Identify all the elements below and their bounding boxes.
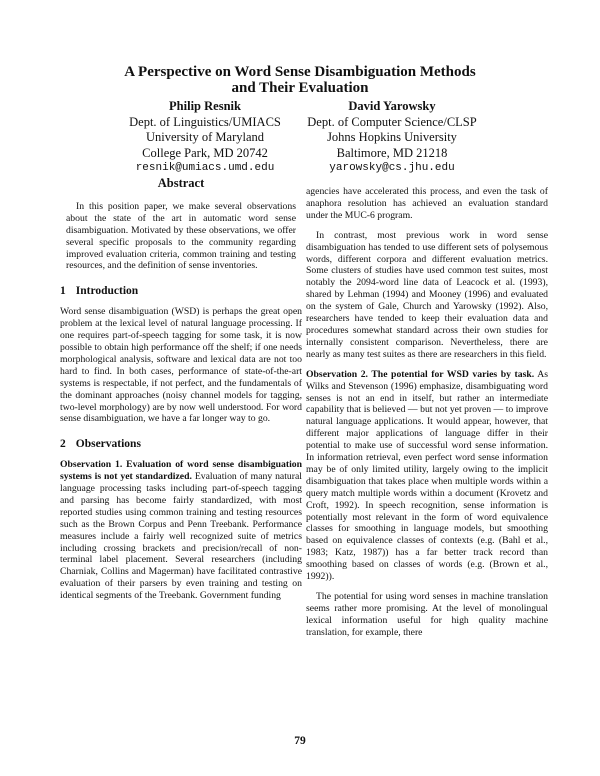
section-heading-introduction xyxy=(60,286,302,298)
author-address: Baltimore, MD 21218 xyxy=(336,145,448,160)
observation-2-heading: Observation 2. The potential for WSD varies by task. xyxy=(306,368,535,380)
observation-2-paragraph xyxy=(306,369,548,583)
paragraph-contrast: In contrast, most previous work in word sense disambiguation has tended to use different sets of polysemous words, different corpora and different evaluation metrics. Some clusters of studies have used common test suites, most notably the 2094-word line data of Leacock et al. (1993), shared by Lehman (1994) and Mooney (1996) and evaluated on the system of Gale, Church and Yarowsky (1992). Also, researchers have tended to keep their evaluation data and procedures somewhat standard across their own studies for internally consistent comparison. Nevertheless, there are nearly as many test suites as there are researchers in this field. xyxy=(306,229,548,360)
section-number: 1 xyxy=(60,285,66,298)
section-title: Introduction xyxy=(75,285,139,298)
section-number: 2 xyxy=(60,438,66,451)
section-heading-observations xyxy=(60,439,302,451)
abstract-text: In this position paper, we make several observations about the state of the art in automatic word sense disambiguation. Motivated by these observations, we offer several specific proposals to the community regarding improved evaluation criteria, common training and testing resources, and the definition of sense inventories. xyxy=(66,200,296,272)
observation-1-paragraph xyxy=(60,459,302,602)
author-address: College Park, MD 20742 xyxy=(142,145,268,160)
author-institution: University of Maryland xyxy=(145,130,265,144)
observation-2-text: As Wilks and Stevenson (1996) emphasize, disambiguating word senses is not an end in itself, but rather an intermediate capability that is believed — but not yet proven — to improve natural language applications. It would appear, however, that different major applications of language differ in their potential to make use of successful word sense information. In information retrieval, even perfect word sense information may be of only limited utility, largely owing to the implicit disambiguation that takes place when multiple words within a query match multiple words within a document (Krovetz and Croft, 1992). In speech recognition, sense information is potentially most relevant in the form of word equivalence classes for smoothing in language models, but smoothing based on equivalence classes of contexts (e.g. (Bahl et al., 1983; Katz, 1987)) has a far better track record than smoothing based on classes of words (e.g. (Brown et al., 1992)). xyxy=(306,368,548,583)
paragraph-machine-translation: The potential for using word senses in machine translation seems rather more promising. At the level of monolingual lexical information useful for high quality machine translation, for example, there xyxy=(306,591,548,638)
title-line-2: and Their Evaluation xyxy=(231,80,369,96)
observation-1-heading: Observation 1. Evaluation of word sense disambiguation systems is not yet standardized. xyxy=(60,459,302,483)
left-column xyxy=(60,178,302,602)
author-email: yarowsky@cs.jhu.edu xyxy=(329,162,455,174)
title-line-1: A Perspective on Word Sense Disambiguation Methods xyxy=(124,64,476,80)
paper-title xyxy=(0,64,600,96)
author-block-2 xyxy=(282,99,502,177)
observation-1-text: Evaluation of many natural language processing tasks including part-of-speech tagging and parsing has become fairly standardized, with most reported studies using common training and testing resources such as the Brown Corpus and Penn Treebank. Performance measures include a fairly well recognized suite of metrics including crossing brackets and precision/recall of non-terminal label placement. Several researchers (including Charniak, Collins and Magerman) have facilitated contrastive evaluation of their parsers by even training and testing on identical segments of the Treebank. Government funding xyxy=(60,471,302,602)
page-number: 79 xyxy=(294,735,306,747)
right-column xyxy=(306,186,548,639)
section-title: Observations xyxy=(75,438,141,451)
introduction-text: Word sense disambiguation (WSD) is perhaps the great open problem at the lexical level of natural language processing. If one requires part-of-speech tagging for some task, it is now possible to obtain high performance off the shelf; if one needs morphological analysis, software and lexical data are not too hard to find. In both cases, performance of state-of-the-art systems is respectable, if not perfect, and the fundamentals of the dominant approaches (noisy channel models for tagging, two-level morphology) are by now well understood. For word sense disambiguation, we have a far longer way to go. xyxy=(60,306,302,425)
abstract-heading: Abstract xyxy=(157,176,205,190)
paragraph-continuation: agencies have accelerated this process, and even the task of anaphora resolution has achieved an evaluation standard under the MUC-6 program. xyxy=(306,186,548,221)
author-email: resnik@umiacs.umd.edu xyxy=(135,162,275,174)
author-name: Philip Resnik xyxy=(169,99,241,113)
author-dept: Dept. of Linguistics/UMIACS xyxy=(129,114,281,129)
author-institution: Johns Hopkins University xyxy=(327,130,457,144)
author-name: David Yarowsky xyxy=(348,99,436,113)
author-dept: Dept. of Computer Science/CLSP xyxy=(307,114,477,129)
